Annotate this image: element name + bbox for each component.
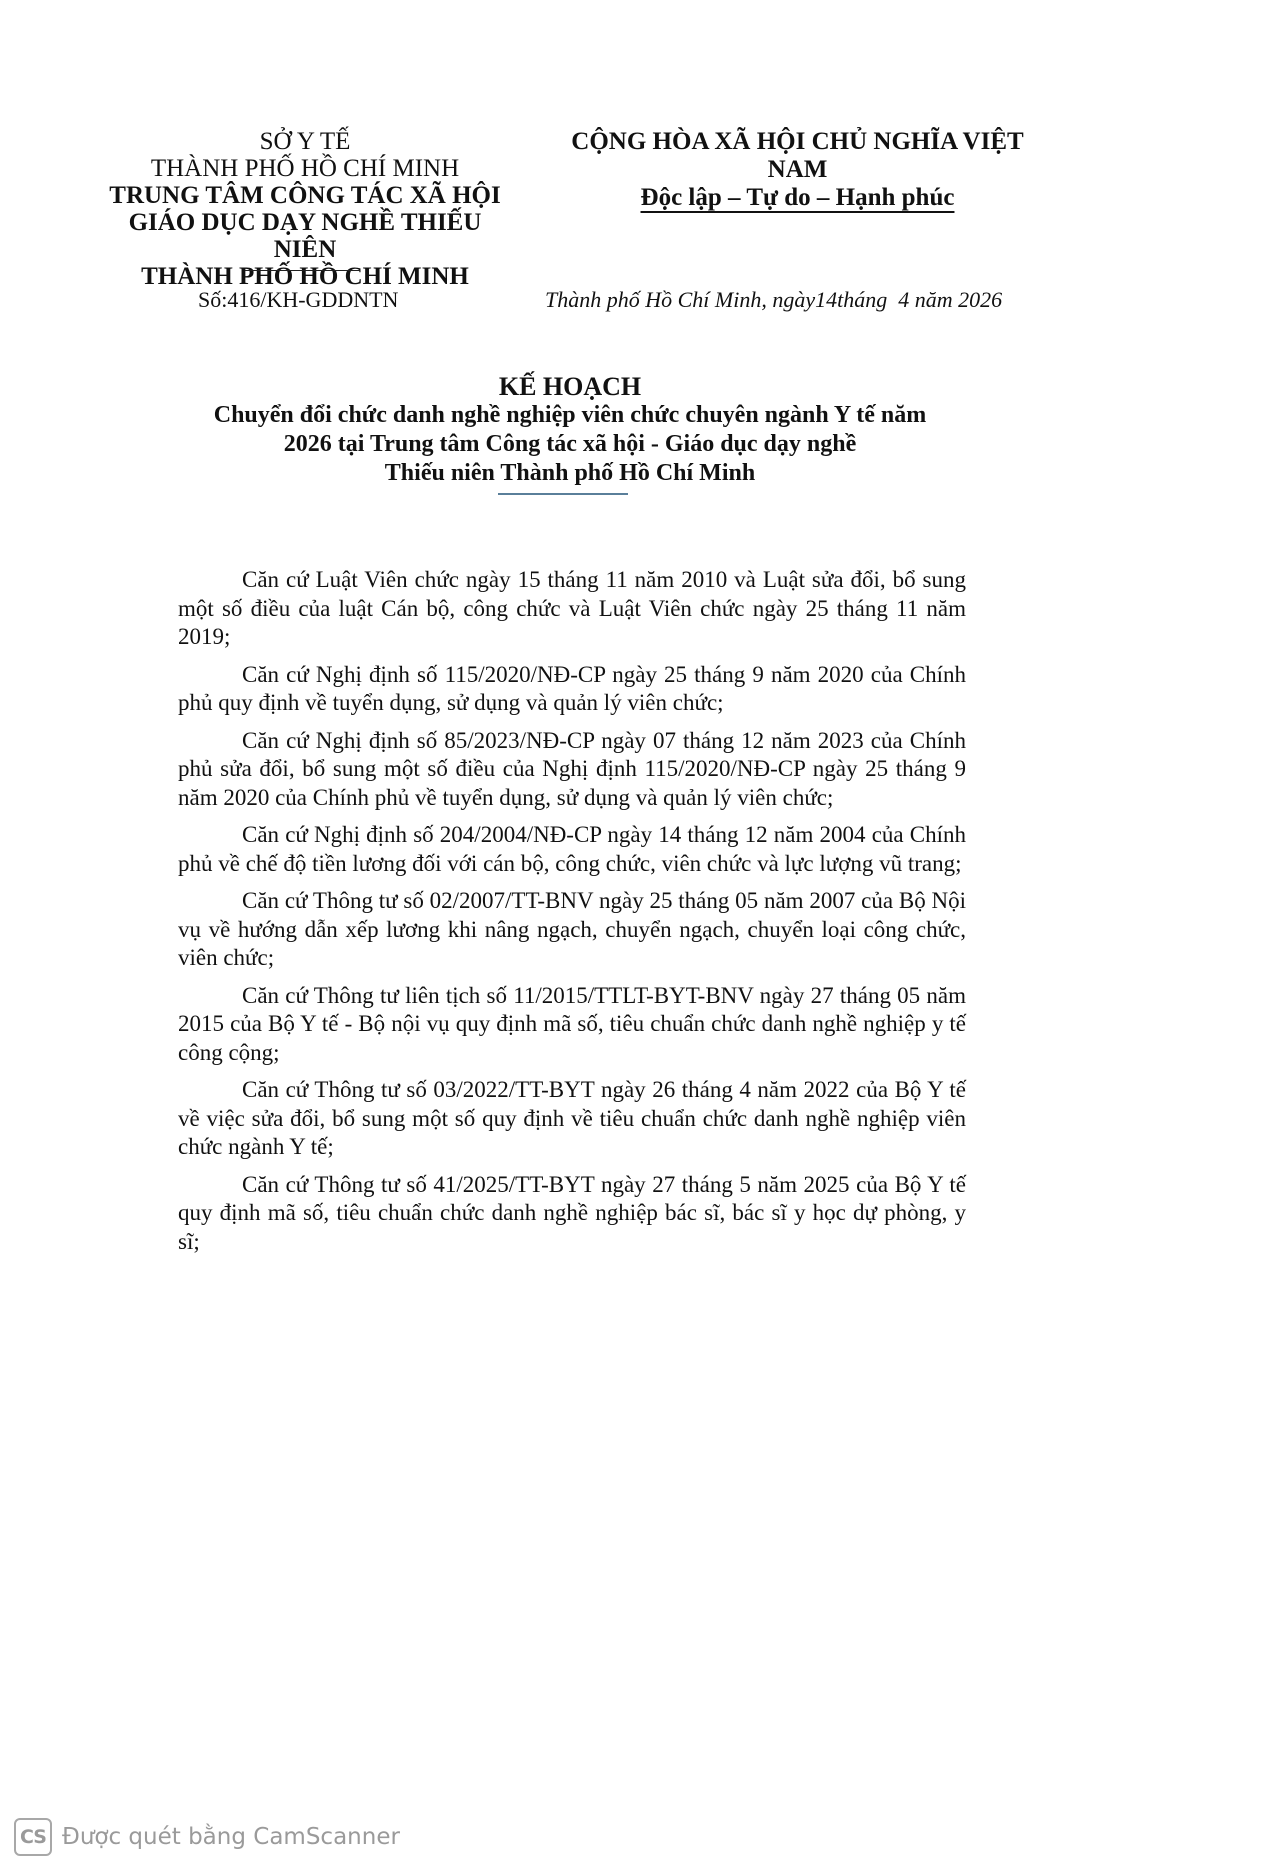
- agency-line-4: GIÁO DỤC DẠY NGHỀ THIẾU NIÊN: [128, 209, 482, 263]
- document-body: [178, 566, 966, 1265]
- document-number: Số:416/KH-GDDNTN: [198, 287, 399, 312]
- legal-basis-paragraph: Căn cứ Nghị định số 115/2020/NĐ-CP ngày 25 tháng 9 năm 2020 của Chính phủ quy định về tuyển dụng, sử dụng và quản lý viên chức;: [178, 661, 966, 715]
- date-line: Thành phố Hồ Chí Minh, ngày14tháng 4 năm 2026: [545, 287, 1003, 312]
- legal-basis-paragraph: Căn cứ Thông tư số 03/2022/TT-BYT ngày 26 tháng 4 năm 2022 của Bộ Y tế về việc sửa đổi, bổ sung một số quy định về tiêu chuẩn chức danh nghề nghiệp viên chức ngành Y tế;: [178, 1077, 966, 1159]
- agency-line-5: THÀNH PHỐ HỒ CHÍ MINH: [141, 263, 469, 290]
- agency-line-1: SỞ Y TẾ: [259, 128, 351, 155]
- national-title: CỘNG HÒA XÃ HỘI CHỦ NGHĨA VIỆT NAM: [571, 128, 1024, 183]
- legal-basis-paragraph: Căn cứ Thông tư liên tịch số 11/2015/TTLT-BYT-BNV ngày 27 tháng 05 năm 2015 của Bộ Y tế - Bộ nội vụ quy định mã số, tiêu chuẩn chức danh nghề nghiệp y tế công cộng;: [178, 982, 966, 1065]
- legal-basis-paragraph: Căn cứ Nghị định số 85/2023/NĐ-CP ngày 07 tháng 12 năm 2023 của Chính phủ sửa đổi, bổ sung một số điều của Nghị định 115/2020/NĐ-CP ngày 25 tháng 9 năm 2020 của Chính phủ về tuyển dụng, sử dụng và quản lý viên chức;: [178, 727, 966, 810]
- legal-basis-paragraph: Căn cứ Thông tư số 02/2007/TT-BNV ngày 25 tháng 05 năm 2007 của Bộ Nội vụ về hướng dẫn xếp lương khi nâng ngạch, chuyển ngạch, chuyển loại công chức, viên chức;: [178, 888, 966, 970]
- camscanner-logo-icon: CS: [14, 1818, 52, 1856]
- document-subtitle-line-1: Chuyển đổi chức danh nghề nghiệp viên chức chuyên ngành Y tế năm: [213, 402, 927, 428]
- agency-divider: [245, 270, 360, 271]
- national-motto: Độc lập – Tự do – Hạnh phúc: [640, 184, 955, 211]
- camscanner-watermark: [14, 1818, 400, 1856]
- issuing-agency-block: [95, 128, 515, 290]
- legal-basis-paragraph: Căn cứ Luật Viên chức ngày 15 tháng 11 năm 2010 và Luật sửa đổi, bổ sung một số điều của luật Cán bộ, công chức và Luật Viên chức ngày 25 tháng 11 năm 2019;: [178, 567, 966, 649]
- legal-basis-paragraph: Căn cứ Thông tư số 41/2025/TT-BYT ngày 27 tháng 5 năm 2025 của Bộ Y tế quy định mã số, tiêu chuẩn chức danh nghề nghiệp bác sĩ, bác sĩ y học dự phòng, y sĩ;: [178, 1171, 966, 1254]
- document-title-block: [140, 372, 1000, 488]
- agency-line-2: THÀNH PHỐ HỒ CHÍ MINH: [150, 155, 460, 182]
- document-subtitle-line-3: Thiếu niên Thành phố Hồ Chí Minh: [384, 460, 756, 486]
- document-subtitle-line-2: 2026 tại Trung tâm Công tác xã hội - Giáo dục dạy nghề: [283, 431, 857, 457]
- legal-basis-paragraph: Căn cứ Nghị định số 204/2004/NĐ-CP ngày 14 tháng 12 năm 2004 của Chính phủ về chế độ tiền lương đối với cán bộ, công chức, viên chức và lực lượng vũ trang;: [178, 822, 966, 876]
- national-header-block: [545, 128, 1050, 212]
- document-heading: KẾ HOẠCH: [498, 372, 642, 401]
- agency-line-3: TRUNG TÂM CÔNG TÁC XÃ HỘI: [109, 182, 501, 209]
- watermark-text: Được quét bằng CamScanner: [62, 1824, 400, 1850]
- title-divider: [498, 493, 628, 495]
